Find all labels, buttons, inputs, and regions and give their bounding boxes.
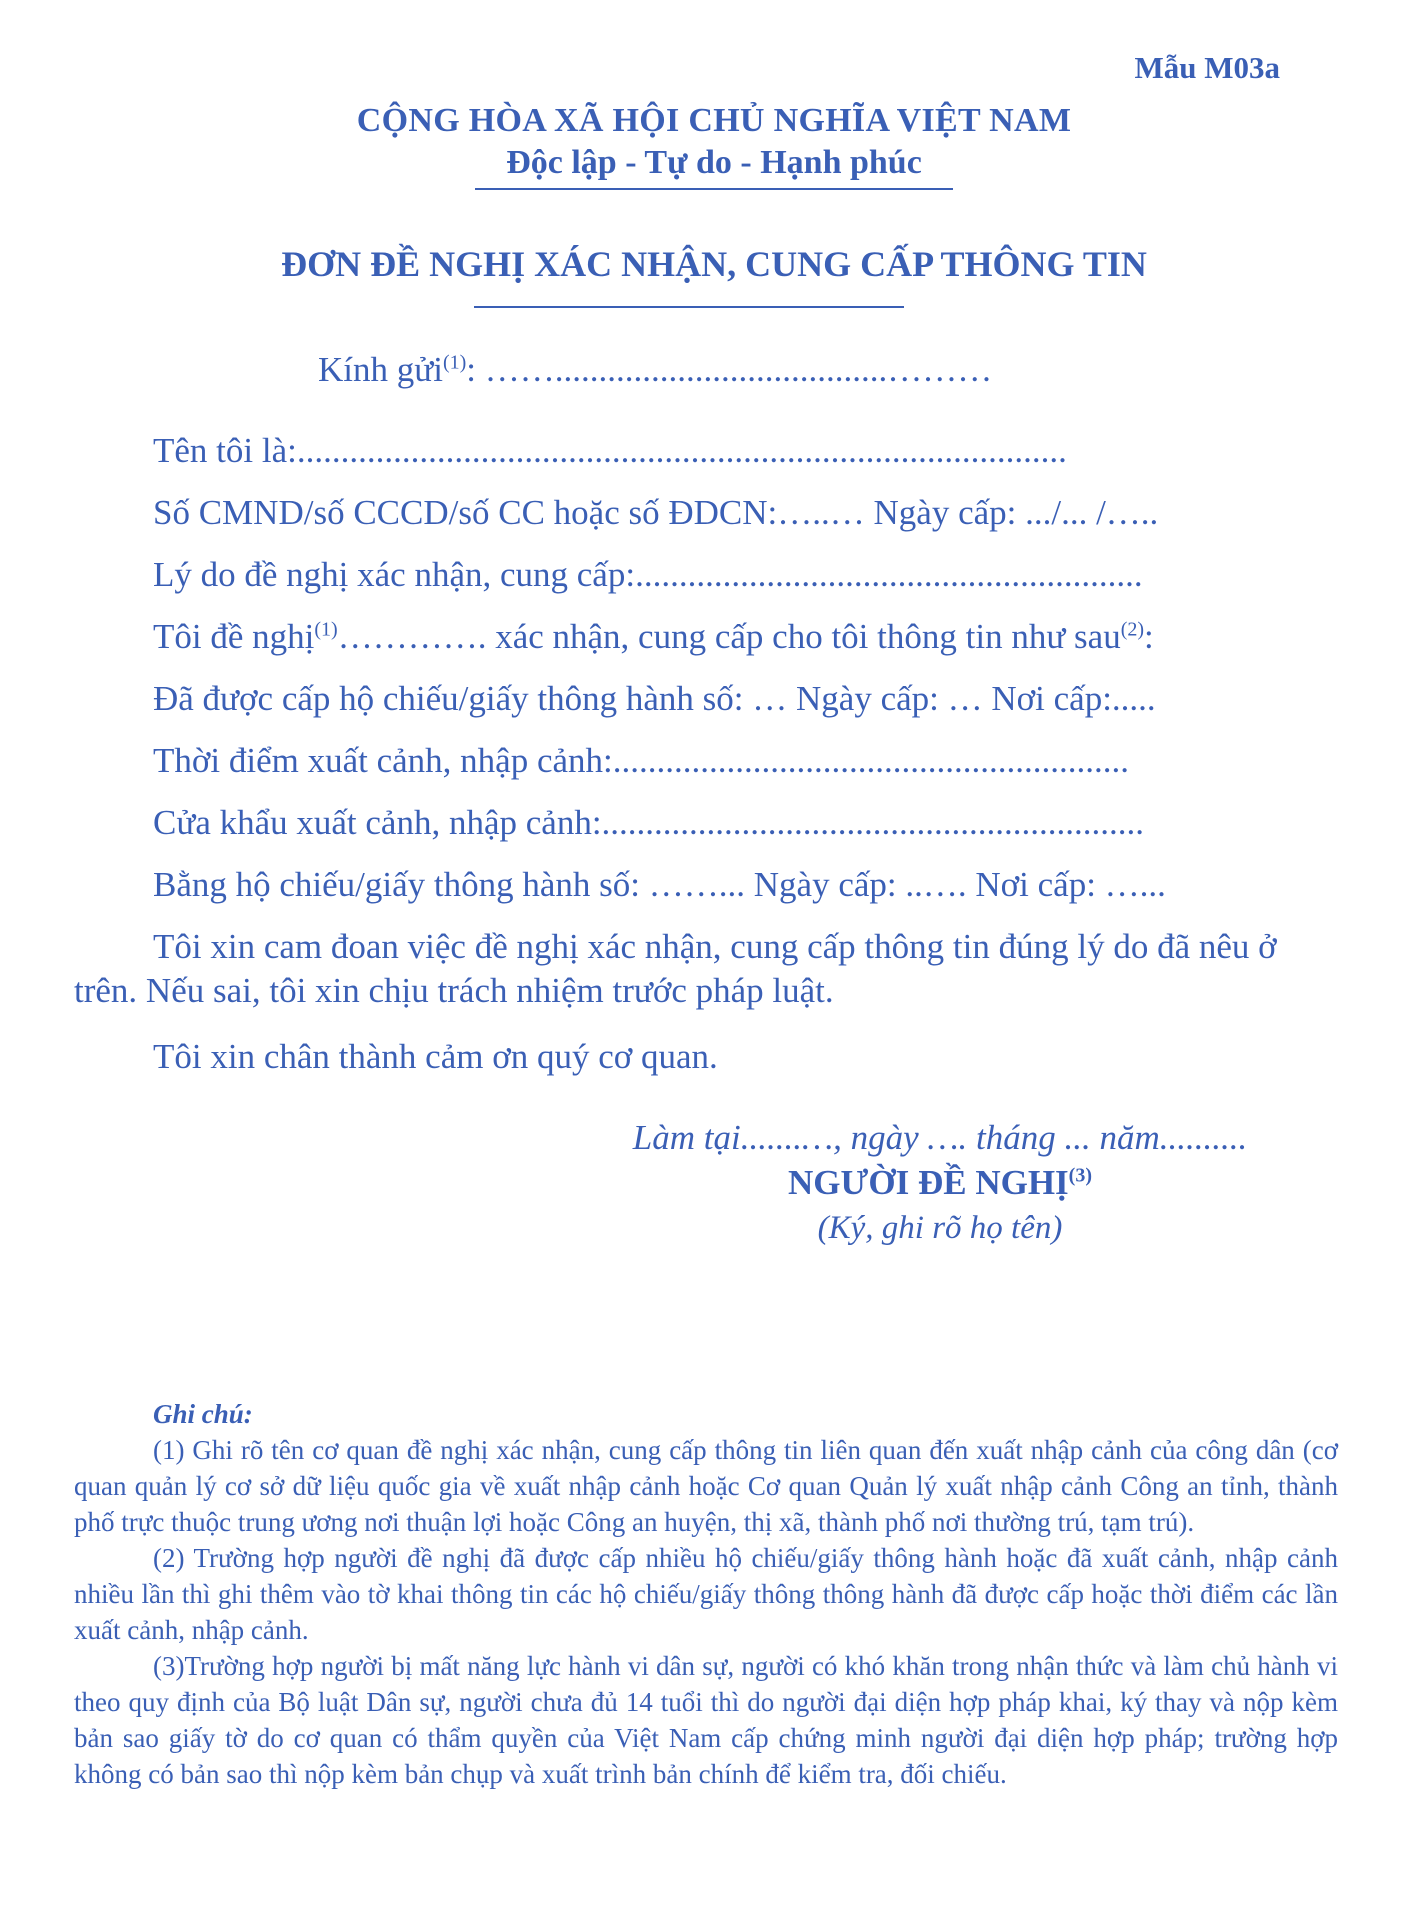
- commitment-text: Tôi xin cam đoan việc đề nghị xác nhận, cung cấp thông tin đúng lý do đã nêu ở trên. Nếu sai, tôi xin chịu trách nhiệm trước pháp luật.: [74, 927, 1277, 1010]
- footnote-ref-1b: (1): [314, 618, 338, 641]
- form-fields: [153, 430, 1283, 926]
- id-number-field: Số CMND/số CCCD/số CC hoặc số ĐDCN:…..… Ngày cấp: .../... /…..: [153, 493, 1159, 532]
- notes-section: [74, 1396, 1338, 1792]
- footnote-ref-1: (1): [442, 351, 467, 374]
- reason-field: Lý do đề nghị xác nhận, cung cấp:..........................................................: [153, 555, 1143, 594]
- footnote-ref-3: (3): [1068, 1164, 1092, 1187]
- passport-issued-field: Đã được cấp hộ chiếu/giấy thông hành số: … Ngày cấp: … Nơi cấp:.....: [153, 679, 1156, 718]
- signer-title: [600, 1163, 1280, 1203]
- form-code: Mẫu M03a: [1134, 50, 1280, 85]
- footnote-ref-2: (2): [1120, 618, 1145, 641]
- note-3: (3)Trường hợp người bị mất năng lực hành vi dân sự, người có khó khăn trong nhận thức và làm chủ hành vi theo quy định của Bộ luật Dân sự, người chưa đủ 14 tuổi thì do người đại diện hợp pháp khai, ký thay và nộp kèm bản sao giấy tờ do cơ quan có thẩm quyền của Việt Nam cấp chứng minh người đại diện hợp pháp; trường hợp không có bản sao thì nộp kèm bản chụp và xuất trình bản chính để kiểm tra, đối chiếu.: [74, 1651, 1338, 1789]
- name-field: Tên tôi là:........................................................................................: [153, 431, 1067, 470]
- document-title: ĐƠN ĐỀ NGHỊ XÁC NHẬN, CUNG CẤP THÔNG TIN: [281, 244, 1147, 284]
- signer-label: NGƯỜI ĐỀ NGHỊ: [788, 1163, 1069, 1202]
- title-underline: [474, 306, 904, 308]
- addressee-label: Kính gửi: [318, 350, 443, 389]
- thanks-text: Tôi xin chân thành cảm ơn quý cơ quan.: [153, 1037, 718, 1076]
- request-text-b: …………. xác nhận, cung cấp cho tôi thông tin như sau: [337, 617, 1121, 656]
- commitment-paragraph: [74, 925, 1284, 1013]
- by-passport-field: Bằng hộ chiếu/giấy thông hành số: ……... Ngày cấp: ..…. Nơi cấp: …...: [153, 865, 1166, 904]
- note-1: (1) Ghi rõ tên cơ quan đề nghị xác nhận, cung cấp thông tin liên quan đến xuất nhập cảnh của công dân (cơ quan quản lý cơ sở dữ liệu quốc gia về xuất nhập cảnh hoặc Cơ quan Quản lý xuất nhập cảnh Công an tỉnh, thành phố trực thuộc trung ương nơi thuận lợi hoặc Công an huyện, thị xã, thành phố nơi thường trú, tạm trú).: [74, 1435, 1338, 1537]
- place-date-line: Làm tại.......…, ngày …. tháng ... năm..........: [632, 1118, 1248, 1157]
- notes-title: Ghi chú:: [153, 1399, 253, 1429]
- addressee-line: [318, 350, 992, 390]
- national-header: [0, 102, 1428, 190]
- exit-entry-time-field: Thời điểm xuất cảnh, nhập cảnh:...........................................................: [153, 741, 1130, 780]
- border-gate-field: Cửa khẩu xuất cảnh, nhập cảnh:..............................................................: [153, 803, 1145, 842]
- motto-underline: [475, 188, 953, 190]
- note-2: (2) Trường hợp người đề nghị đã được cấp nhiều hộ chiếu/giấy thông hành hoặc đã xuất cảnh, nhập cảnh nhiều lần thì ghi thêm vào tờ khai thông tin các hộ chiếu/giấy thông thông hành đã được cấp hoặc thời điểm các lần xuất cảnh, nhập cảnh.: [74, 1543, 1338, 1645]
- signature-hint: (Ký, ghi rõ họ tên): [817, 1210, 1063, 1246]
- nation-name: CỘNG HÒA XÃ HỘI CHỦ NGHĨA VIỆT NAM: [356, 102, 1072, 139]
- thanks-paragraph: [74, 1035, 1284, 1079]
- request-field: [153, 616, 1283, 678]
- request-text-a: Tôi đề nghị: [153, 617, 315, 656]
- request-text-c: :: [1144, 617, 1154, 656]
- addressee-blank: : ……......................................………: [466, 350, 993, 389]
- motto: Độc lập - Tự do - Hạnh phúc: [506, 144, 922, 181]
